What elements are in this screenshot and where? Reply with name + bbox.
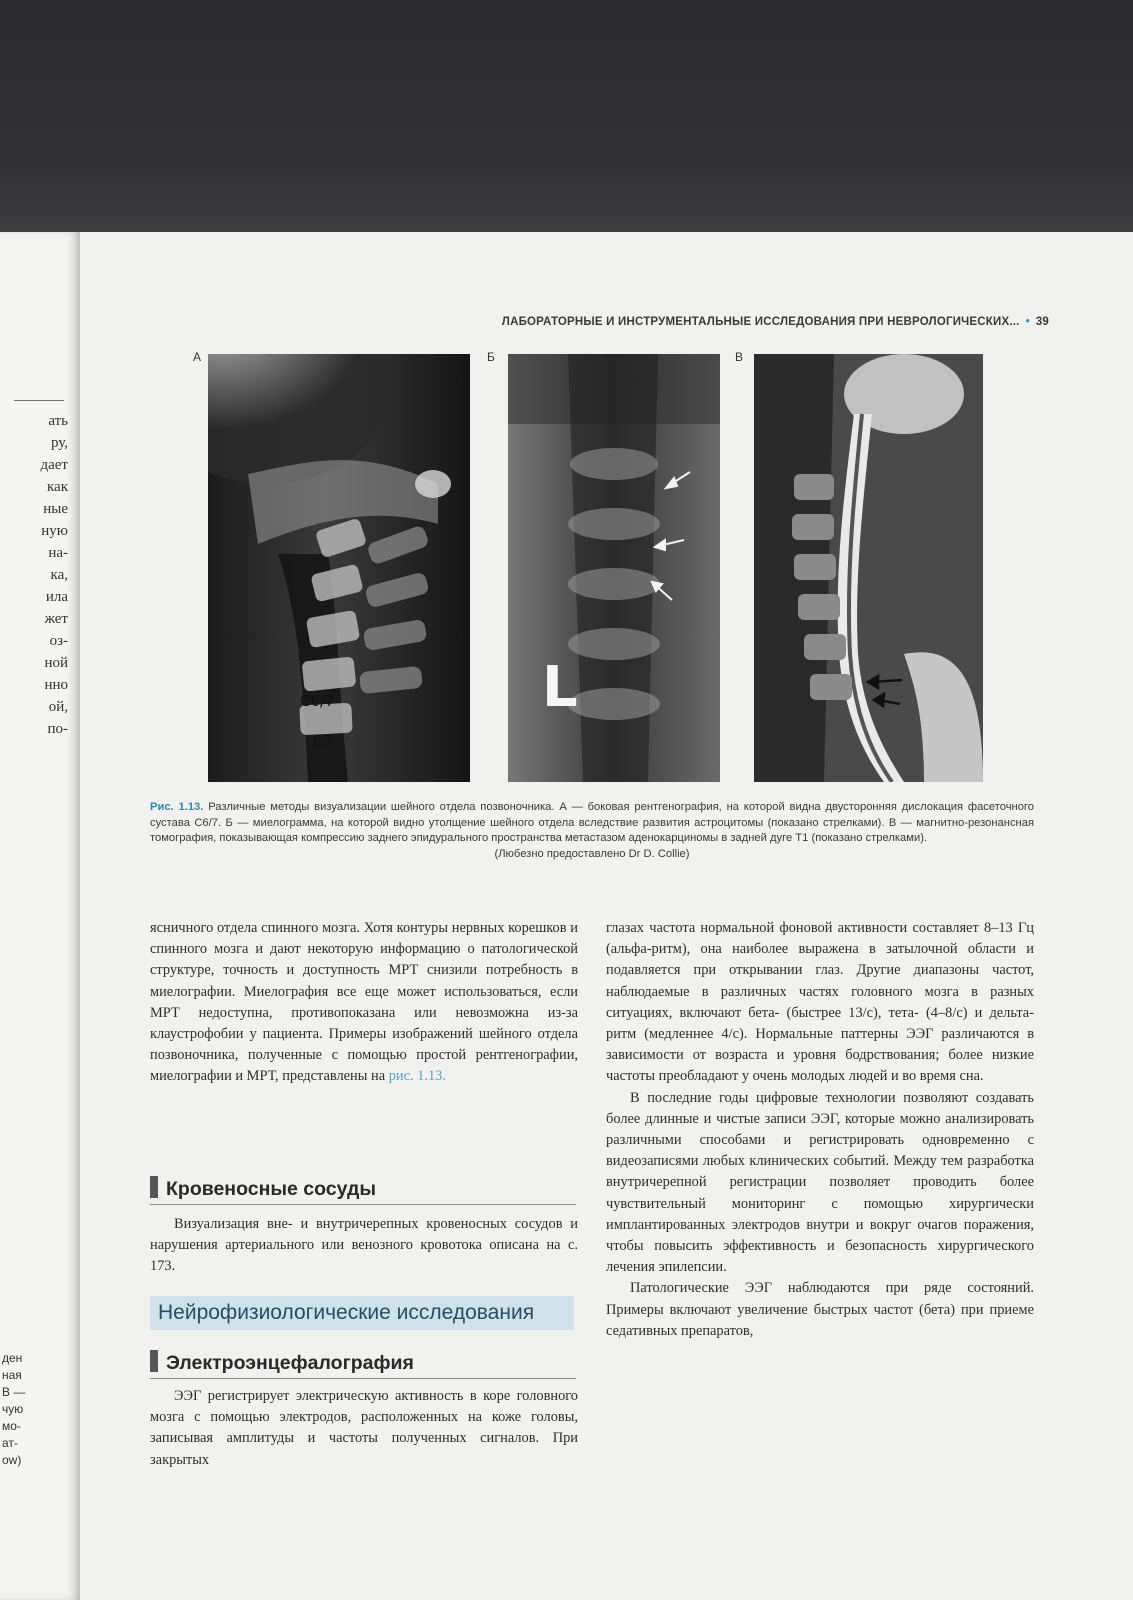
facing-page-fragment: ная	[2, 1368, 22, 1382]
heading-text: Электроэнцефалография	[166, 1352, 414, 1374]
figure-letter-v: В	[735, 350, 744, 364]
heading-eeg	[150, 1350, 414, 1375]
xray-lateral-image	[208, 354, 470, 782]
vertebra-label-c7: C7	[313, 732, 334, 750]
paragraph: ЭЭГ регистрирует электрическую активность в коре головного мозга с помощью электродов, расположенных на коже головы, записывая амплитуды и частоты полученных сигналов. При закрытых	[150, 1388, 578, 1468]
facing-page-fragment: ные	[43, 501, 68, 517]
running-head-separator: •	[1025, 316, 1030, 328]
facing-page-fragment: ру,	[50, 435, 68, 451]
heading-blood-vessels	[150, 1176, 376, 1201]
facing-page-fragment: ow)	[2, 1453, 22, 1467]
running-head	[502, 316, 1049, 328]
page-number: 39	[1035, 316, 1049, 328]
figure-letter-b: Б	[487, 350, 495, 364]
paragraph: Патологические ЭЭГ наблюдаются при ряде состояний. Примеры включают увеличение быстрых частот (бета) при приеме седативных препаратов,	[606, 1280, 1034, 1339]
text-block-eeg	[150, 1386, 578, 1471]
paragraph: В последние годы цифровые технологии позволяют создавать более длинные и чистые записи ЭЭГ, которые можно анализировать различными способами и регистрировать одновременно с видеозаписями любых клинических событий. Между тем разработка внутричерепной регистрации позволяет проводить более чувствительный мониторинг с помощью хирургически имплантированных электродов внутри и вокруг очагов поражения, чтобы повысить эффективность и безопасность хирургического лечения эпилепсии.	[606, 1089, 1034, 1276]
figure-reference-link[interactable]: рис. 1.13.	[388, 1068, 446, 1085]
paragraph-text: ясничного отдела спинного мозга. Хотя контуры нервных корешков и спинного мозга и дают некоторую информацию о патологической структуре, точность и доступность МРТ снизили потребность в миелографии. Миелография все еще может использоваться, если МРТ недоступна, противопоказана или невозможна из-за клаустрофобии у пациента. Примеры изображений шейного отдела позвоночника, полученные с помощью простой рентгенографии, миелографии и МРТ, представлены на	[150, 920, 578, 1085]
running-title: ЛАБОРАТОРНЫЕ И ИНСТРУМЕНТАЛЬНЫЕ ИССЛЕДОВАНИЯ ПРИ НЕВРОЛОГИЧЕСКИХ...	[501, 316, 1020, 328]
heading-rule	[150, 1378, 576, 1379]
facing-page-fragment: дает	[40, 457, 68, 473]
figure-letter-a: А	[193, 350, 202, 364]
paragraph: глазах частота нормальной фоновой активности составляет 8–13 Гц (альфа-ритм), она наиболее выражена в затылочной области и подавляется при открывании глаз. Другие диапазоны частот, наблюдаемые в различных частях головного мозга в разных ситуациях, включают бета- (быстрее 13/с), тета- (4–8/с) и дельта-ритм (медленнее 4/с). Нормальные паттерны ЭЭГ различаются в зависимости от возраста и уровня бодрствования; более низкие частоты преобладают у очень молодых людей и во время сна.	[606, 920, 1034, 1085]
facing-page-fragment: на-	[48, 545, 68, 561]
figure-caption-label: Рис. 1.13.	[150, 801, 204, 813]
mri-image	[754, 354, 983, 782]
myelogram-image	[508, 354, 720, 782]
facing-page-fragment: ила	[45, 589, 68, 605]
facing-page-fragment: ной	[44, 655, 68, 671]
vertebra-label-c67: C6/7	[300, 692, 335, 710]
facing-page-fragment: ную	[41, 523, 68, 539]
figure-caption-text: Различные методы визуализации шейного отдела позвоночника. А — боковая рентгенография, на которой видна двусторонняя дислокация фасеточного сустава C6/7. Б — миелограмма, на которой видно утолщение шейного отдела вследствие развития астроцитомы (показано стрелками). В — магнитно-резонансная томография, показывающая компрессию заднего эпидурального пространства метастазом аденокарциномы в задней дуге T1 (показано стрелками).	[150, 801, 1034, 845]
facing-page-fragment: по-	[47, 721, 68, 737]
paragraph	[150, 918, 578, 1088]
heading-bar-marker	[150, 1176, 158, 1198]
text-column-right	[606, 918, 1034, 1342]
heading-rule	[150, 1204, 576, 1205]
facing-page-fragment: как	[46, 479, 68, 495]
figure-credit: (Любезно предоставлено Dr D. Collie)	[494, 847, 690, 860]
facing-page-fragment: ой,	[48, 699, 68, 715]
facing-page-fragment: В —	[2, 1385, 26, 1399]
heading-bar-marker	[150, 1350, 158, 1372]
facing-page-edge	[0, 232, 80, 1600]
facing-page-fragment: жет	[44, 611, 68, 627]
side-marker-l: L	[542, 655, 578, 720]
facing-page-fragment: ат-	[2, 1436, 18, 1450]
facing-page-fragment: оз-	[49, 633, 68, 649]
dark-background-band	[0, 0, 1133, 232]
heading-text: Кровеносные сосуды	[166, 1178, 377, 1200]
text-column-left	[150, 918, 578, 1088]
facing-page-fragment: чую	[2, 1402, 24, 1416]
paragraph: Визуализация вне- и внутричерепных кровеносных сосудов и нарушения артериального или венозного кровотока описана на с. 173.	[150, 1216, 578, 1275]
facing-page-fragment: нно	[44, 677, 68, 693]
facing-page-fragment: ка,	[50, 567, 68, 583]
figure-caption	[150, 800, 1034, 862]
facing-page-fragment: мо-	[2, 1419, 21, 1433]
facing-page-rule	[14, 400, 64, 401]
section-title: Нейрофизиологические исследования	[150, 1296, 574, 1330]
facing-page-fragment: ать	[48, 413, 68, 429]
text-block-blood-vessels	[150, 1214, 578, 1278]
facing-page-fragment: ден	[2, 1351, 23, 1365]
